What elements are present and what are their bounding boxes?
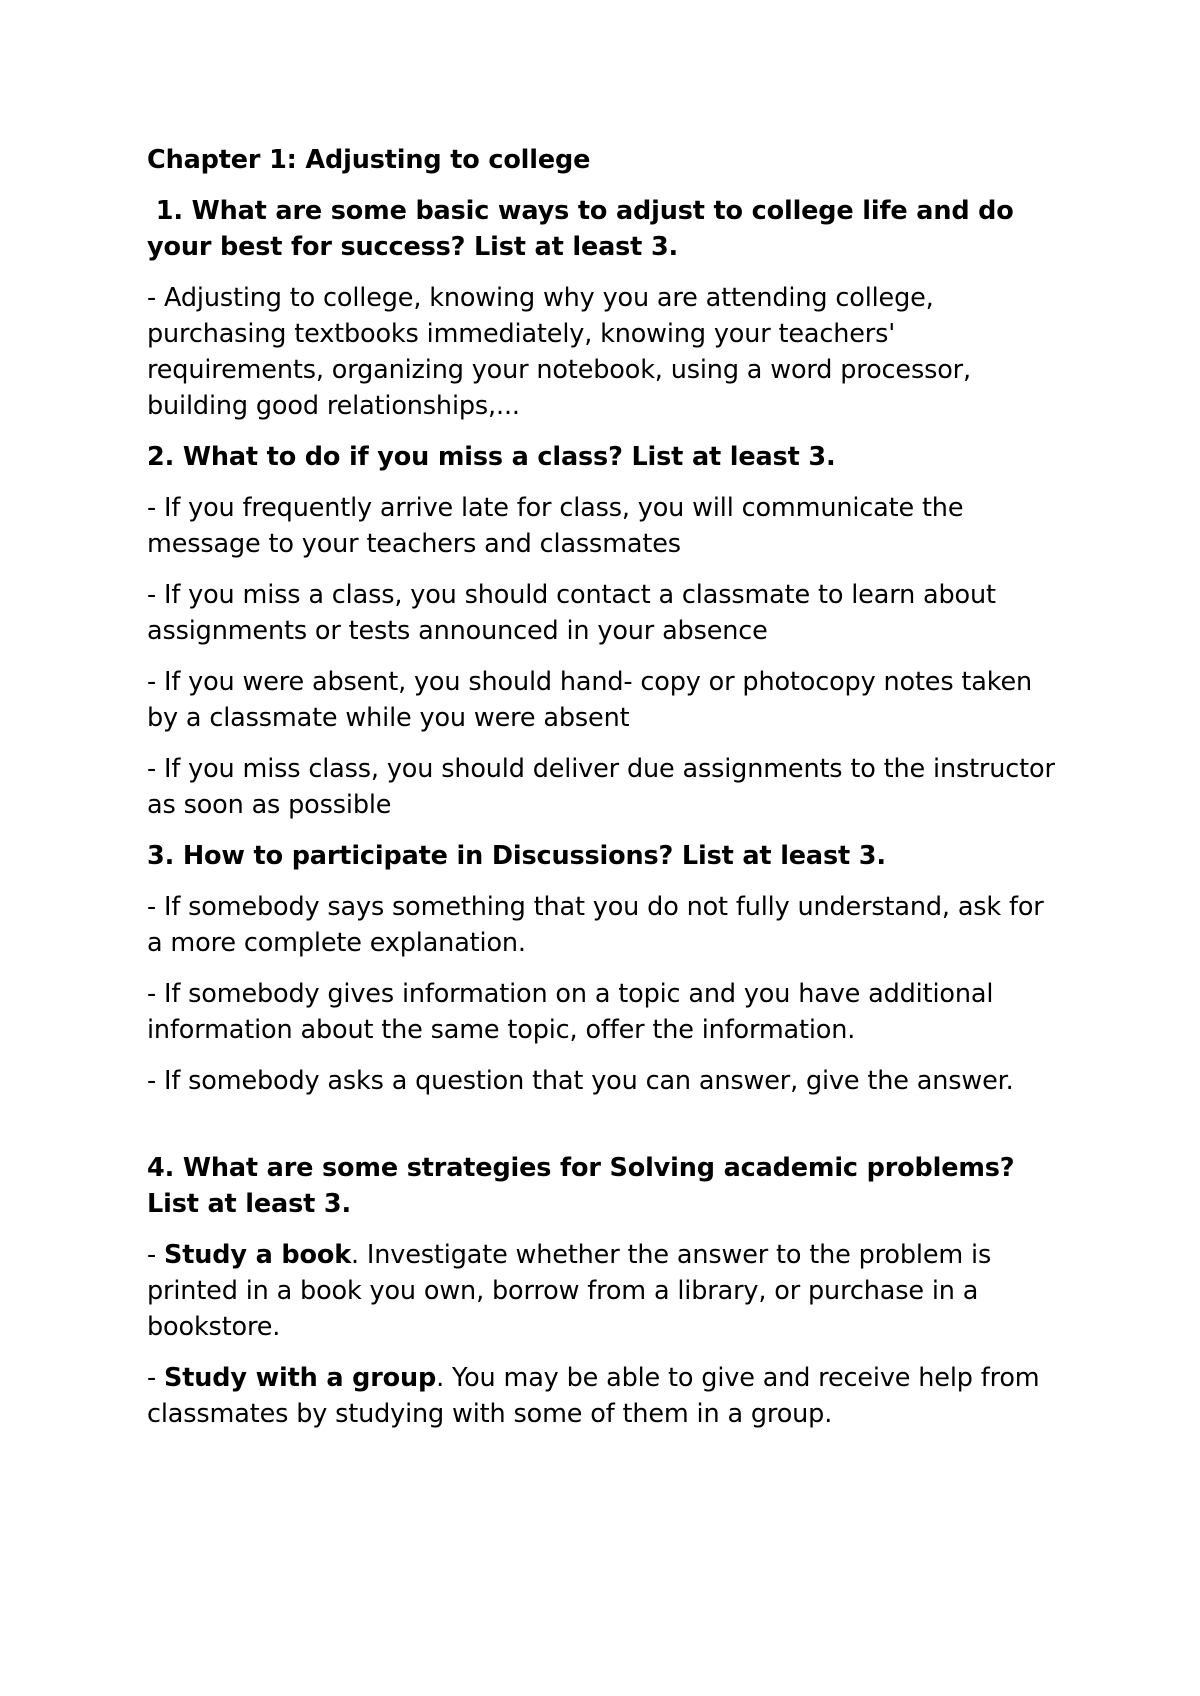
answer-4-prefix: -	[147, 1240, 165, 1270]
answer-2-item: - If you frequently arrive late for class, you will communicate the message to your teachers and classmates	[147, 493, 964, 559]
answer-4-item	[147, 1360, 1067, 1432]
answer-2-item: - If you miss a class, you should contact a classmate to learn about assignments or tests announced in your absence	[147, 580, 996, 646]
blank-line	[147, 1114, 1067, 1150]
answer-2-item: - If you were absent, you should hand- copy or photocopy notes taken by a classmate while you were absent	[147, 667, 1033, 733]
answer-2-item: - If you miss class, you should deliver due assignments to the instructor as soon as possible	[147, 754, 1055, 820]
question-4: 4. What are some strategies for Solving academic problems? List at least 3.	[147, 1153, 1015, 1219]
question-2: 2. What to do if you miss a class? List at least 3.	[147, 442, 836, 472]
answer-4-item	[147, 1237, 1067, 1345]
answer-4-description: . You may be able to give and receive help from classmates by studying with some of them in a group.	[147, 1363, 1040, 1429]
answer-4-prefix: -	[147, 1363, 165, 1393]
answer-1: - Adjusting to college, knowing why you are attending college, purchasing textbooks immediately, knowing your teachers' requirements, organizing your notebook, using a word processor, building good relationships,...	[147, 283, 971, 421]
answer-4-strategy-name: Study a book	[164, 1240, 352, 1270]
answer-3-item: - If somebody says something that you do not fully understand, ask for a more complete explanation.	[147, 892, 1044, 958]
question-1: 1. What are some basic ways to adjust to college life and do your best for success? List at least 3.	[147, 196, 1023, 262]
document-page	[147, 142, 1067, 1447]
answer-3-item: - If somebody gives information on a topic and you have additional information about the same topic, offer the information.	[147, 979, 994, 1045]
answer-3-item: - If somebody asks a question that you can answer, give the answer.	[147, 1066, 1014, 1096]
answer-4-description: . Investigate whether the answer to the problem is printed in a book you own, borrow from a library, or purchase in a bookstore.	[147, 1240, 992, 1342]
question-3: 3. How to participate in Discussions? List at least 3.	[147, 841, 886, 871]
answer-4-strategy-name: Study with a group	[164, 1363, 437, 1393]
chapter-title: Chapter 1: Adjusting to college	[147, 145, 591, 175]
